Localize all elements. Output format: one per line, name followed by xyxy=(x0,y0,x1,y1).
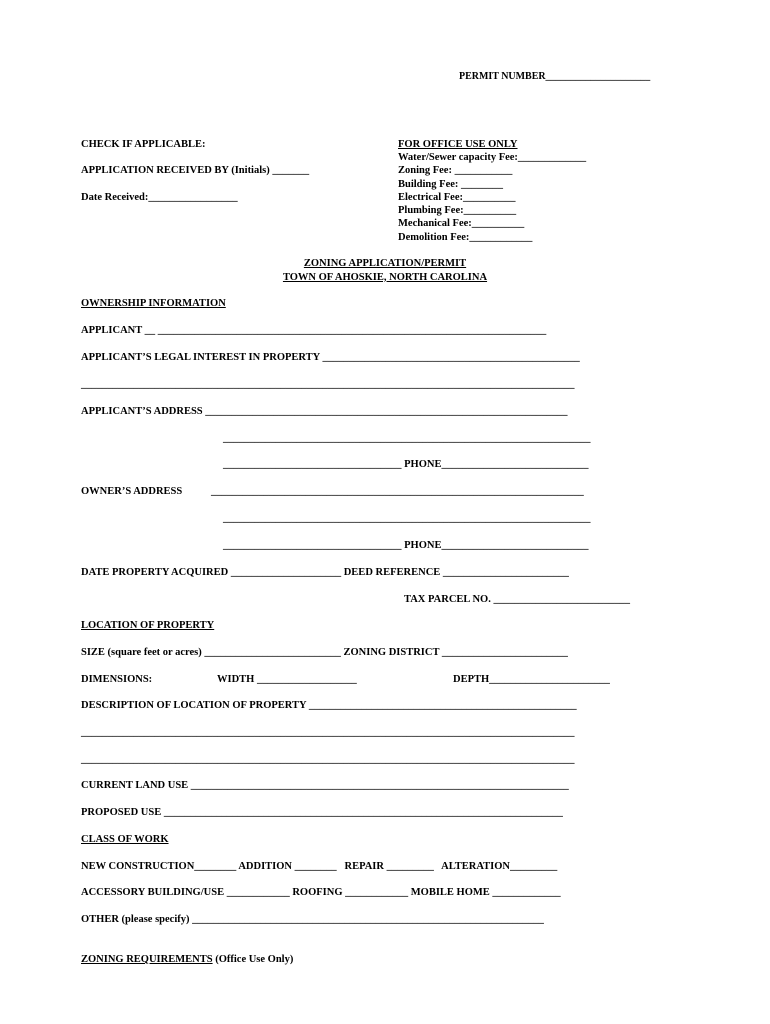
office-use-plumbing-fee[interactable]: Plumbing Fee:__________ xyxy=(398,205,517,217)
ownership-information-heading: OWNERSHIP INFORMATION xyxy=(81,298,226,309)
legal-interest-field[interactable]: APPLICANT’S LEGAL INTEREST IN PROPERTY _________________________________________________ xyxy=(81,352,580,363)
owners-address-line-2[interactable]: ______________________________________________________________________ xyxy=(223,513,591,524)
application-received-by-field[interactable]: APPLICATION RECEIVED BY (Initials) _______ xyxy=(81,165,310,176)
zoning-requirements-line xyxy=(81,953,293,966)
other-specify-field[interactable]: OTHER (please specify) ___________________________________________________________________ xyxy=(81,914,544,925)
office-use-heading: FOR OFFICE USE ONLY xyxy=(398,139,518,150)
legal-interest-continuation-line[interactable]: ______________________________________________________________________________________________ xyxy=(81,379,575,390)
applicant-address-line-2[interactable]: ______________________________________________________________________ xyxy=(223,433,591,444)
applicant-phone-field[interactable]: __________________________________ PHONE____________________________ xyxy=(223,459,589,470)
dimensions-label: DIMENSIONS: xyxy=(81,674,153,685)
owners-phone-field[interactable]: __________________________________ PHONE____________________________ xyxy=(223,540,589,551)
class-of-work-heading: CLASS OF WORK xyxy=(81,834,169,845)
date-acquired-deed-reference-field[interactable]: DATE PROPERTY ACQUIRED _____________________ DEED REFERENCE ________________________ xyxy=(81,567,569,578)
tax-parcel-field[interactable]: TAX PARCEL NO. __________________________ xyxy=(404,594,630,605)
applicant-address-field[interactable]: APPLICANT’S ADDRESS _____________________________________________________________________ xyxy=(81,406,568,417)
check-if-applicable-label: CHECK IF APPLICABLE: xyxy=(81,139,206,150)
form-title-line-2: TOWN OF AHOSKIE, NORTH CAROLINA xyxy=(282,271,488,283)
current-land-use-field[interactable]: CURRENT LAND USE ________________________________________________________________________ xyxy=(81,780,569,791)
size-zoning-district-field[interactable]: SIZE (square feet or acres) __________________________ ZONING DISTRICT ________________________ xyxy=(81,647,568,658)
proposed-use-field[interactable]: PROPOSED USE ____________________________________________________________________________ xyxy=(81,807,563,818)
class-of-work-row-1[interactable]: NEW CONSTRUCTION________ ADDITION ________ REPAIR _________ ALTERATION_________ xyxy=(81,861,558,872)
owners-address-line-1[interactable]: _______________________________________________________________________ xyxy=(211,486,584,497)
date-received-field[interactable]: Date Received:_________________ xyxy=(81,192,238,203)
width-field[interactable]: WIDTH ___________________ xyxy=(217,674,357,685)
class-of-work-row-2[interactable]: ACCESSORY BUILDING/USE ____________ ROOFING ____________ MOBILE HOME _____________ xyxy=(81,887,561,898)
office-use-building-fee[interactable]: Building Fee: ________ xyxy=(398,178,504,190)
location-of-property-heading: LOCATION OF PROPERTY xyxy=(81,620,215,631)
office-use-water-sewer-fee[interactable]: Water/Sewer capacity Fee:_____________ xyxy=(398,152,587,163)
office-use-mechanical-fee[interactable]: Mechanical Fee:__________ xyxy=(398,218,525,230)
applicant-field[interactable]: APPLICANT __ __________________________________________________________________________ xyxy=(81,325,547,336)
form-title xyxy=(0,257,770,284)
office-use-demolition-fee[interactable]: Demolition Fee:____________ xyxy=(398,231,533,243)
office-use-block xyxy=(398,138,586,244)
zoning-requirements-note: (Office Use Only) xyxy=(212,954,294,965)
permit-number-field[interactable]: PERMIT NUMBER_____________________ xyxy=(459,71,651,82)
description-continuation-line-1[interactable]: ______________________________________________________________________________________________ xyxy=(81,727,575,738)
office-use-electrical-fee[interactable]: Electrical Fee:__________ xyxy=(398,191,516,203)
form-title-line-1: ZONING APPLICATION/PERMIT xyxy=(303,258,467,269)
zoning-requirements-heading: ZONING REQUIREMENTS xyxy=(81,954,213,965)
description-of-location-field[interactable]: DESCRIPTION OF LOCATION OF PROPERTY ___________________________________________________ xyxy=(81,700,577,711)
depth-field[interactable]: DEPTH_______________________ xyxy=(453,674,610,685)
description-continuation-line-2[interactable]: ______________________________________________________________________________________________ xyxy=(81,754,575,765)
owners-address-label: OWNER’S ADDRESS xyxy=(81,486,183,497)
office-use-zoning-fee[interactable]: Zoning Fee: ___________ xyxy=(398,165,513,177)
